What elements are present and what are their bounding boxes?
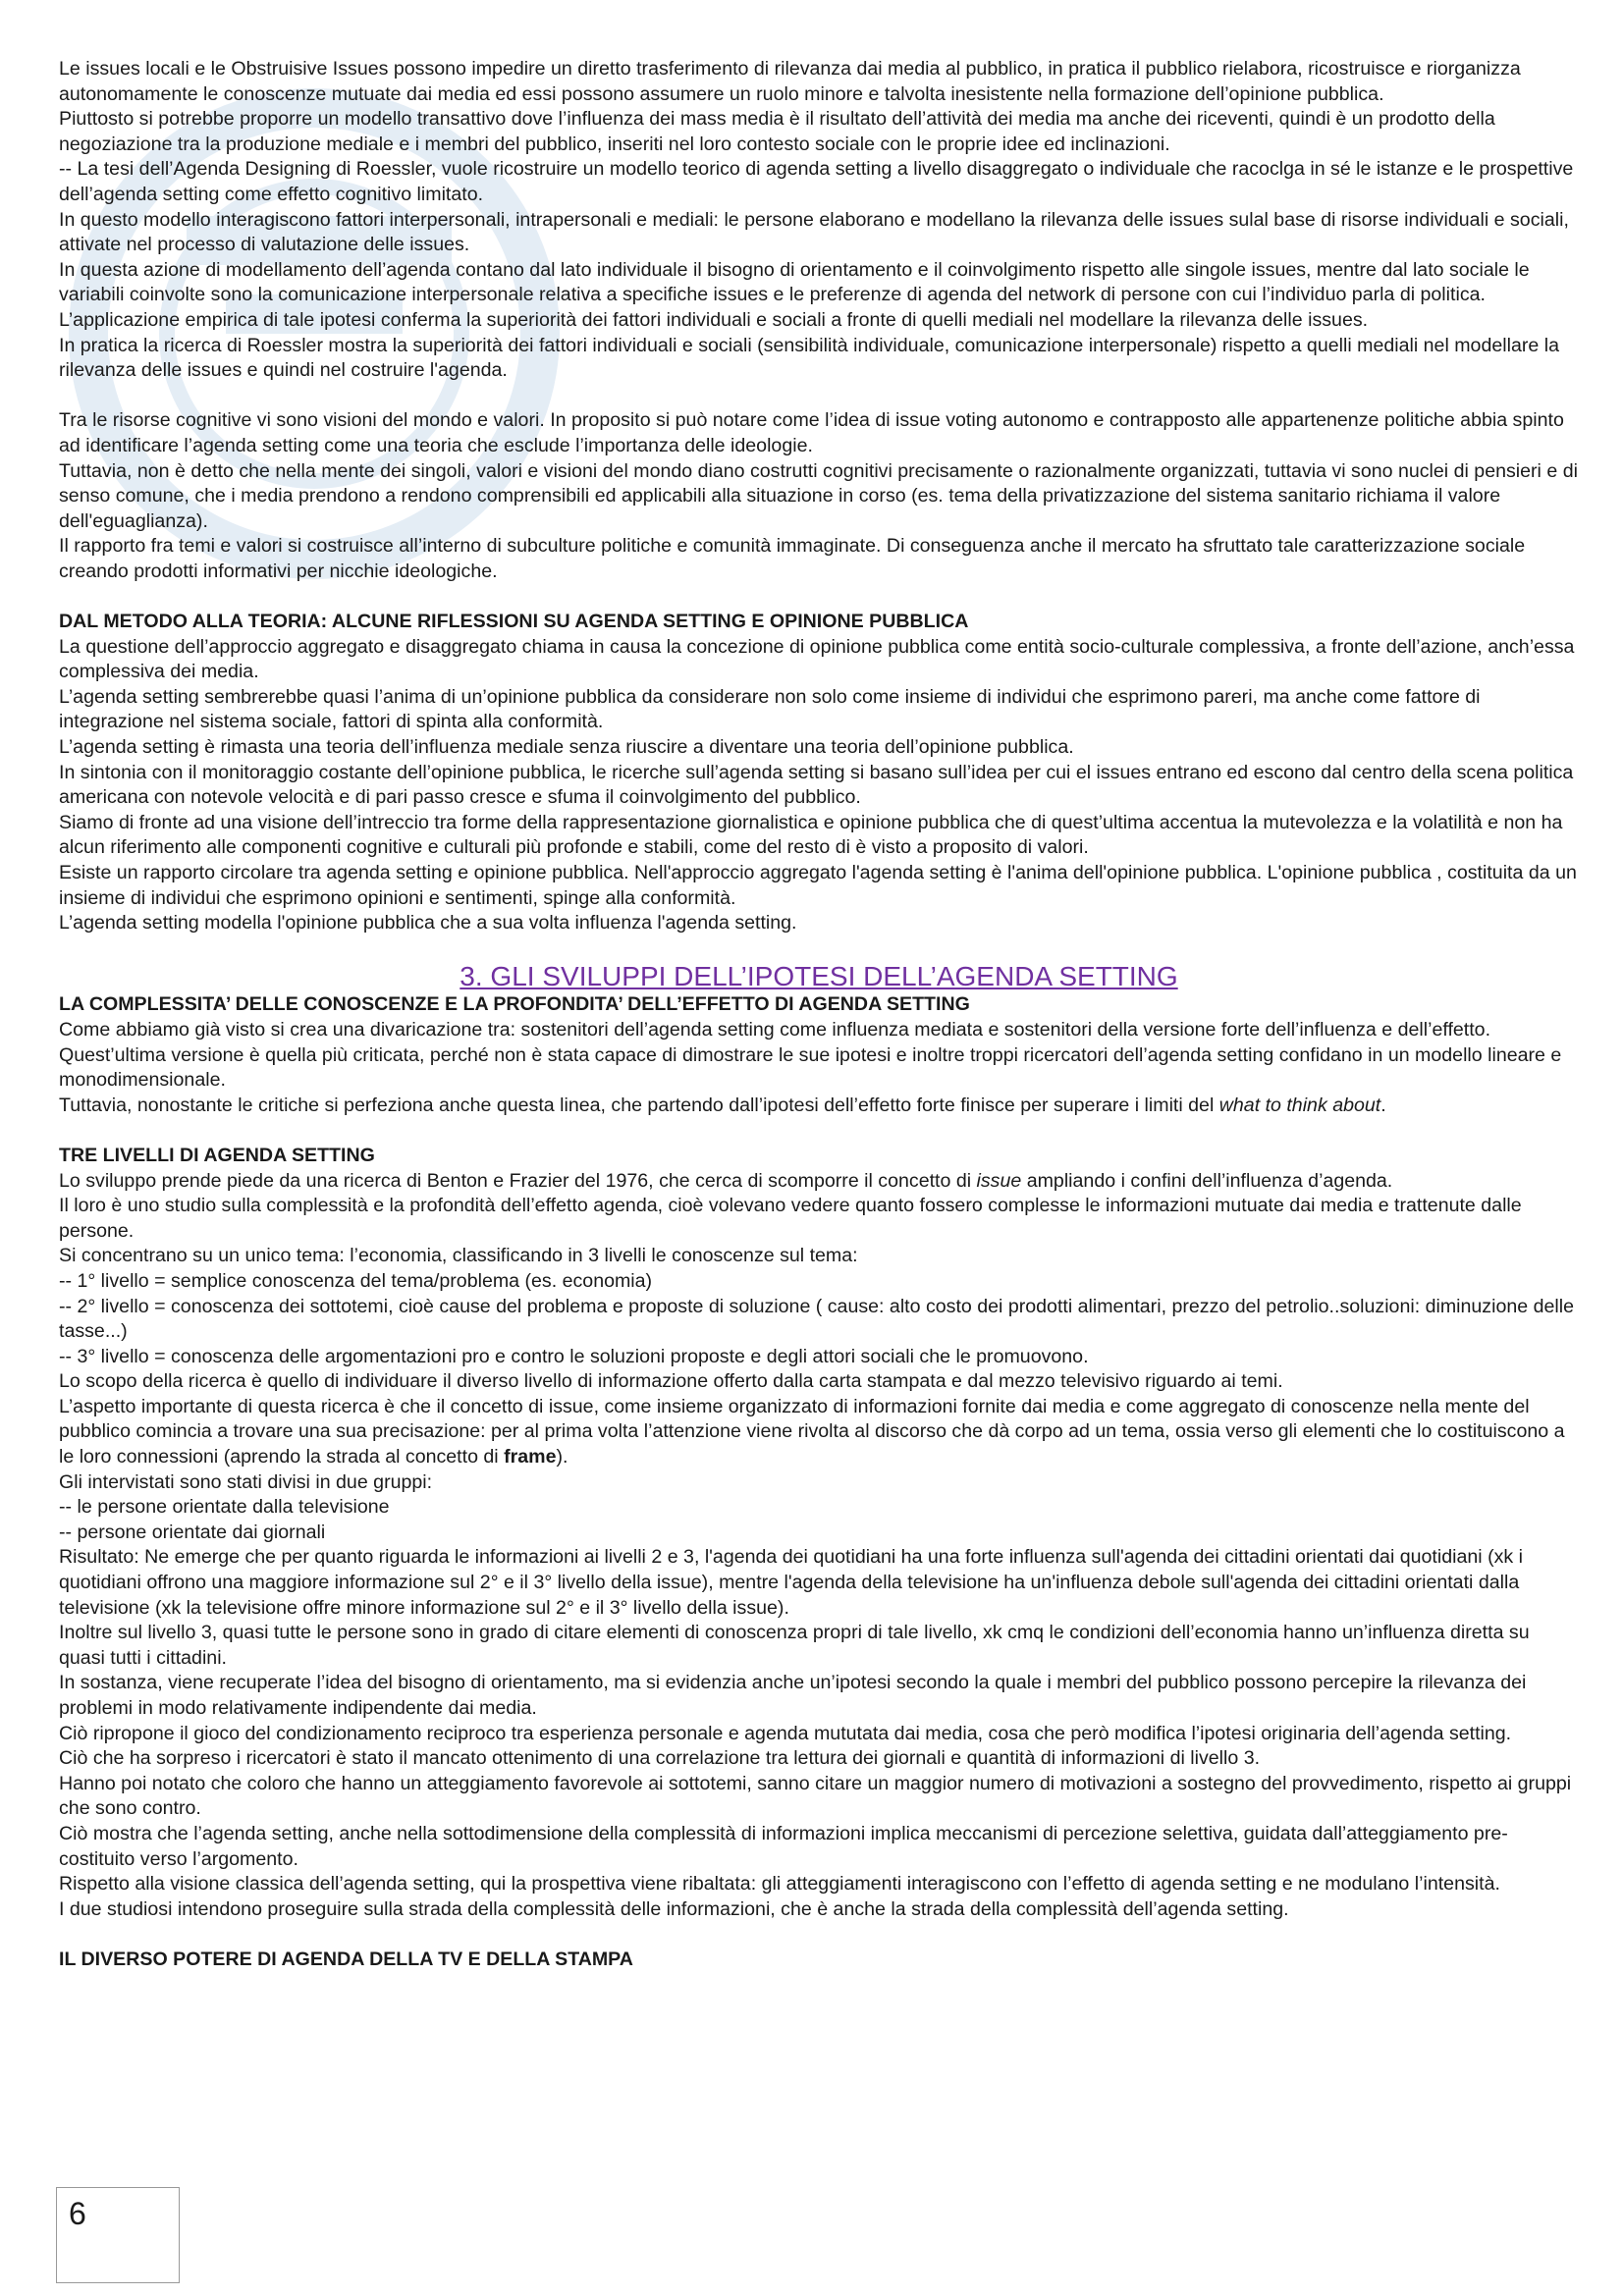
document-page [59, 57, 1579, 1973]
chapter-title: 3. GLI SVILUPPI DELL’IPOTESI DELL’AGENDA SETTING [460, 961, 1178, 992]
text-run: Lo sviluppo prende piede da una ricerca di Benton e Frazier del 1976, che cerca di scomporre il concetto di [59, 1169, 977, 1192]
paragraph: In sostanza, viene recuperate l’idea del bisogno di orientamento, ma si evidenzia anche un’ipotesi secondo la quale i membri del pubblico possono percepire la rilevanza dei problemi in modo relativamente indipendente dai media. [59, 1672, 1527, 1719]
paragraph: I due studiosi intendono proseguire sulla strada della complessità delle informazioni, che è anche la strada della complessità dell’agenda setting. [59, 1897, 1289, 1920]
paragraph [59, 1094, 1579, 1119]
section-heading-potere: IL DIVERSO POTERE DI AGENDA DELLA TV E DELLA STAMPA [59, 1948, 633, 1970]
paragraph: Rispetto alla visione classica dell’agenda setting, qui la prospettiva viene ribaltata: gli atteggiamenti interagiscono con l’effetto di agenda setting e ne modulano l’intensità. [59, 1873, 1500, 1896]
paragraph: Esiste un rapporto circolare tra agenda setting e opinione pubblica. Nell'approccio aggregato l'agenda setting è l'anima dell'opinione pubblica. L'opinione pubblica , costituita da un insieme di individui che esprimono opinioni e sentimenti, spinge alla conformità. [59, 862, 1577, 909]
paragraph [59, 1169, 1579, 1195]
section-complessita [59, 1018, 1579, 1118]
paragraph: Il rapporto fra temi e valori si costruisce all’interno di subculture politiche e comunità immaginate. Di conseguenza anche il mercato ha sfruttato tale caratterizzazione sociale creando prodotti informativi per nicchie ideologiche. [59, 535, 1526, 582]
paragraph: Si concentrano su un unico tema: l’economia, classificando in 3 livelli le conoscenze sul tema: [59, 1245, 858, 1267]
bold-text: frame [504, 1446, 557, 1468]
text-run: ). [556, 1446, 568, 1468]
emphasis-text: issue [976, 1169, 1022, 1192]
list-item: -- persone orientate dai giornali [59, 1521, 326, 1543]
paragraph: In sintonia con il monitoraggio costante dell’opinione pubblica, le ricerche sull’agenda setting si basano sull’idea per cui el issues entrano ed escono dal centro della scena politica americana con notevole velocità e di pari passo cresce e sfuma il coinvolgimento del pubblico. [59, 761, 1574, 809]
paragraph: In pratica la ricerca di Roessler mostra la superiorità dei fattori individuali e sociali (sensibilità individuale, comunicazione interpersonale) rispetto a quelli mediali nel modellare la rilevanza delle issues e quindi nel costruire l'agenda. [59, 334, 1559, 382]
emphasis-text: what to think about [1218, 1094, 1381, 1116]
paragraph: Quest’ultima versione è quella più criticata, perché non è stata capace di dimostrare le sue ipotesi e inoltre troppi ricercatori dell’agenda setting confidano in un modello lineare e monodimensionale. [59, 1043, 1562, 1092]
section-values [59, 408, 1579, 584]
paragraph: Ciò che ha sorpreso i ricercatori è stato il mancato ottenimento di una correlazione tra lettura dei giornali e quantità di informazioni di livello 3. [59, 1747, 1261, 1770]
section-heading-complessita: LA COMPLESSITA’ DELLE CONOSCENZE E LA PROFONDITA’ DELL’EFFETTO DI AGENDA SETTING [59, 993, 970, 1016]
list-item: -- 1° livello = semplice conoscenza del tema/problema (es. economia) [59, 1269, 653, 1292]
paragraph: Gli intervistati sono stati divisi in due gruppi: [59, 1470, 433, 1493]
paragraph: Le issues locali e le Obstruisive Issues possono impedire un diretto trasferimento di rilevanza dai media al pubblico, in pratica il pubblico rielabora, ricostruisce e riorganizza autonomamente le conoscenze mutuate dai media ed essi possono assumere un ruolo minore e talvolta inesistente nella formazione dell’opinione pubblica. [59, 58, 1521, 105]
paragraph: Tra le risorse cognitive vi sono visioni del mondo e valori. In proposito si può notare come l’idea di issue voting autonomo e contrapposto alle appartenenze politiche abbia spinto ad identificare l’agenda setting come una teoria che esclude l’importanza delle ideologie. [59, 409, 1564, 456]
paragraph [59, 1395, 1579, 1470]
paragraph: -- La tesi dell’Agenda Designing di Roessler, vuole ricostruire un modello teorico di agenda setting a livello disaggregato o individuale che racoclga in sé le istanze e le prospettive dell’agenda setting come effetto cognitivo limitato. [59, 158, 1574, 205]
paragraph: Hanno poi notato che coloro che hanno un atteggiamento favorevole ai sottotemi, sanno citare un maggior numero di motivazioni a sostegno del provvedimento, rispetto ai gruppi che sono contro. [59, 1772, 1572, 1820]
paragraph: Ciò ripropone il gioco del condizionamento reciproco tra esperienza personale e agenda mututata dai media, cosa che però modifica l’ipotesi originaria dell’agenda setting. [59, 1722, 1512, 1744]
paragraph: L’agenda setting è rimasta una teoria dell’influenza mediale senza riuscire a diventare una teoria dell’opinione pubblica. [59, 736, 1074, 759]
paragraph: Inoltre sul livello 3, quasi tutte le persone sono in grado di citare elementi di conoscenza propri di tale livello, xk cmq le condizioni dell’economia hanno un’influenza diretta su quasi tutti i cittadini. [59, 1622, 1530, 1669]
paragraph: Ciò mostra che l’agenda setting, anche nella sottodimensione della complessità di informazioni implica meccanismi di percezione selettiva, guidata dall’atteggiamento pre-costituito verso l’argomento. [59, 1822, 1508, 1870]
paragraph: Tuttavia, non è detto che nella mente dei singoli, valori e visioni del mondo diano costrutti cognitivi precisamente o razionalmente organizzati, tuttavia vi sono nuclei di pensieri e di senso comune, che i media prendono a rendono comprensibili ed applicabili alla situazione in corso (es. tema della privatizzazione del sistema sanitario richiama il valore dell'eguaglianza). [59, 459, 1578, 532]
paragraph: L’agenda setting sembrerebbe quasi l’anima di un’opinione pubblica da considerare non solo come insieme di individui che esprimono pareri, ma anche come fattore di integrazione nel sistema sociale, fattori di spinta alla conformità. [59, 685, 1481, 733]
page-number-box [56, 2187, 180, 2283]
list-item: -- le persone orientate dalla televisione [59, 1496, 390, 1519]
paragraph: Piuttosto si potrebbe proporre un modello transattivo dove l’influenza dei mass media è il risultato dell’attività dei media ma anche dei riceventi, quindi è un prodotto della negoziazione tra la produzione mediale e i membri del pubblico, inseriti nel loro contesto sociale con le proprie idee ed inclinazioni. [59, 108, 1495, 155]
text-run: . [1380, 1094, 1386, 1116]
section-intro [59, 57, 1579, 384]
list-item: -- 2° livello = conoscenza dei sottotemi, cioè cause del problema e proposte di soluzione ( cause: alto costo dei prodotti alimentari, prezzo del petrolio..soluzioni: diminuzione delle tasse...) [59, 1295, 1574, 1343]
text-run: ampliando i confini dell’influenza d’agenda. [1021, 1169, 1393, 1192]
paragraph: Il loro è uno studio sulla complessità e la profondità dell’effetto agenda, cioè volevano vedere quanto fossero complesse le informazioni mutuate dai media e trattenute dalle persone. [59, 1195, 1522, 1242]
text-run: L’aspetto importante di questa ricerca è che il concetto di issue, come insieme organizzato di informazioni fornite dai media e come aggregato di conoscenze nella mente del pubblico comincia a trovare una sua precisazione: per al prima volta l’attenzione viene rivolta al discorso che dà corpo ad un tema, ossia verso gli elementi che lo costituiscono a le loro connessioni (aprendo la strada al concetto di [59, 1395, 1565, 1468]
section-metodo [59, 635, 1579, 936]
paragraph: In questa azione di modellamento dell’agenda contano dal lato individuale il bisogno di orientamento e il coinvolgimento rispetto alle singole issues, mentre dal lato sociale le variabili coinvolte sono la comunicazione interpersonale relativa a specifiche issues e le preferenze di agenda del network di persone con cui l’individuo parla di politica. [59, 258, 1530, 306]
section-tre-livelli [59, 1169, 1579, 1923]
paragraph: Risultato: Ne emerge che per quanto riguarda le informazioni ai livelli 2 e 3, l'agenda dei quotidiani ha una forte influenza sull'agenda dei cittadini orientati dai quotidiani (xk i quotidiani offrono una maggiore informazione sul 2° e il 3° livello della issue), mentre l'agenda della televisione ha un'influenza debole sull'agenda dei cittadini orientati dalla televisione (xk la televisione offre minore informazione sul 2° e il 3° livello della issue). [59, 1546, 1523, 1619]
list-item: -- 3° livello = conoscenza delle argomentazioni pro e contro le soluzioni proposte e degli attori sociali che le promuovono. [59, 1345, 1089, 1367]
paragraph: Lo scopo della ricerca è quello di individuare il diverso livello di informazione offerto dalla carta stampata e dal mezzo televisivo riguardo ai temi. [59, 1370, 1283, 1393]
text-run: Tuttavia, nonostante le critiche si perfeziona anche questa linea, che partendo dall’ipotesi dell’effetto forte finisce per superare i limiti del [59, 1094, 1219, 1116]
section-heading-metodo: DAL METODO ALLA TEORIA: ALCUNE RIFLESSIONI SU AGENDA SETTING E OPINIONE PUBBLICA [59, 611, 969, 633]
paragraph: La questione dell’approccio aggregato e disaggregato chiama in causa la concezione di opinione pubblica come entità socio-culturale complessiva, a fronte dell’azione, anch’essa complessiva dei media. [59, 635, 1575, 683]
paragraph: L’applicazione empirica di tale ipotesi conferma la superiorità dei fattori individuali e sociali a fronte di quelli mediali nel modellare la rilevanza delle issues. [59, 308, 1369, 331]
paragraph: Come abbiamo già visto si crea una divaricazione tra: sostenitori dell’agenda setting come influenza mediata e sostenitori della versione forte dell’influenza e dell’effetto. [59, 1018, 1491, 1041]
page-number: 6 [69, 2196, 86, 2231]
paragraph: Siamo di fronte ad una visione dell’intreccio tra forme della rappresentazione giornalistica e opinione pubblica che di quest’ultima accentua la mutevolezza e la volatilità e non ha alcun riferimento alle componenti cognitive e culturali più profonde e stabili, come del resto di è visto a proposito di valori. [59, 811, 1563, 859]
section-heading-tre-livelli: TRE LIVELLI DI AGENDA SETTING [59, 1144, 375, 1166]
paragraph: L’agenda setting modella l'opinione pubblica che a sua volta influenza l'agenda setting. [59, 912, 797, 934]
paragraph: In questo modello interagiscono fattori interpersonali, intrapersonali e mediali: le persone elaborano e modellano la rilevanza delle issues sulal base di risorse individuali e sociali, attivate nel processo di valutazione delle issues. [59, 208, 1569, 256]
